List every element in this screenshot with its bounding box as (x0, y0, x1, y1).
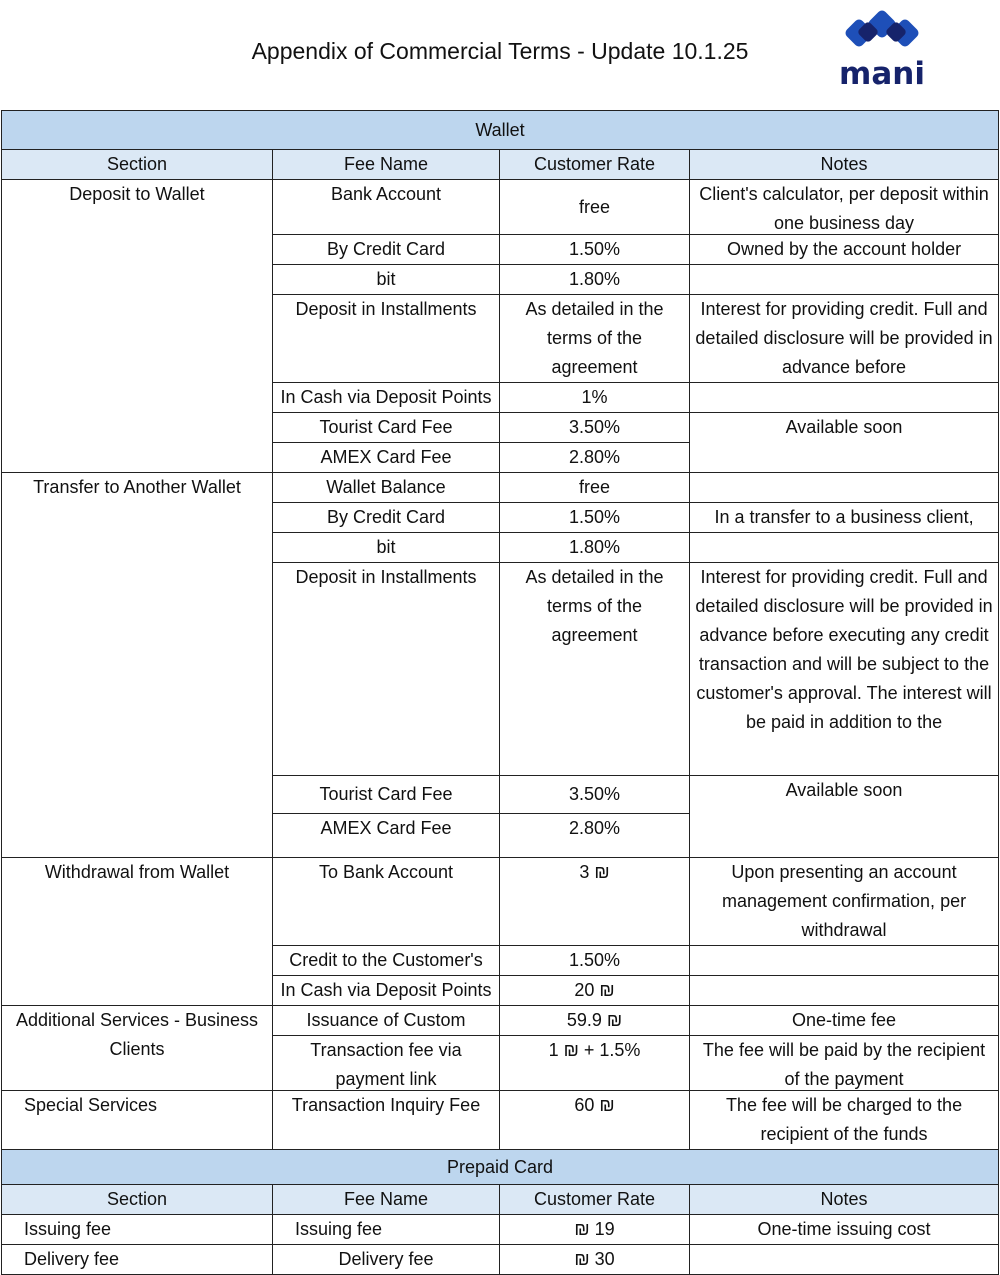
customer-rate: 59.9 ₪ (500, 1006, 690, 1036)
customer-rate: 1.80% (500, 533, 690, 563)
table-row (2, 1091, 999, 1150)
fee-name: Issuance of Custom (273, 1006, 500, 1036)
notes (690, 533, 999, 563)
notes-text: The fee will be paid by the recipient of the payment (702, 1040, 986, 1089)
customer-rate: 1.50% (500, 946, 690, 976)
fee-name: Tourist Card Fee (273, 413, 500, 443)
mani-logo-icon (844, 10, 920, 54)
table-row (2, 1006, 999, 1036)
notes (690, 265, 999, 295)
fee-name: By Credit Card (273, 235, 500, 265)
fee-name: Transaction Inquiry Fee (273, 1091, 500, 1150)
notes: Available soon (690, 413, 999, 473)
customer-rate: 1.80% (500, 265, 690, 295)
section-delivery-fee: Delivery fee (2, 1245, 273, 1275)
customer-rate: 1.50% (500, 503, 690, 533)
customer-rate: 3.50% (500, 413, 690, 443)
notes-text: Client's calculator, per deposit within one business day (699, 184, 989, 233)
wallet-band-title: Wallet (2, 111, 999, 150)
section-deposit-to-wallet: Deposit to Wallet (2, 180, 273, 473)
notes: Interest for providing credit. Full and detailed disclosure will be provided in advance before executing any credit transaction and will be subject to the customer's approval. The interest will be paid in addition to the (690, 563, 999, 776)
notes (690, 383, 999, 413)
col-header-section: Section (2, 1185, 273, 1215)
fee-name: In Cash via Deposit Points (273, 383, 500, 413)
customer-rate: 60 ₪ (500, 1091, 690, 1150)
fee-name: bit (273, 265, 500, 295)
fee-name: Bank Account (273, 180, 500, 235)
table-row (2, 1245, 999, 1275)
notes: Available soon (690, 776, 999, 858)
notes: The fee will be charged to the recipient of the funds (690, 1091, 999, 1150)
notes (690, 976, 999, 1006)
fee-name: In Cash via Deposit Points (273, 976, 500, 1006)
col-header-fee-name: Fee Name (273, 1185, 500, 1215)
section-additional-services: Additional Services - Business Clients (2, 1006, 273, 1091)
customer-rate: 1% (500, 383, 690, 413)
table-row (2, 180, 999, 235)
col-header-customer-rate: Customer Rate (500, 150, 690, 180)
customer-rate: As detailed in the terms of the agreement (500, 563, 690, 776)
col-header-section: Section (2, 150, 273, 180)
fee-name: AMEX Card Fee (273, 443, 500, 473)
customer-rate: 2.80% (500, 814, 690, 858)
commercial-terms-table (1, 110, 999, 1275)
section-special-services: Special Services (2, 1091, 273, 1150)
customer-rate: As detailed in the terms of the agreement (500, 295, 690, 383)
customer-rate: 3 ₪ (500, 858, 690, 946)
fee-name: By Credit Card (273, 503, 500, 533)
col-header-notes: Notes (690, 150, 999, 180)
customer-rate: 3.50% (500, 776, 690, 814)
col-header-notes: Notes (690, 1185, 999, 1215)
fee-name: bit (273, 533, 500, 563)
notes: Upon presenting an account management confirmation, per withdrawal (690, 858, 999, 946)
fee-name: Issuing fee (273, 1215, 500, 1245)
fee-name: Deposit in Installments (273, 563, 500, 776)
customer-rate: 20 ₪ (500, 976, 690, 1006)
notes: One-time fee (690, 1006, 999, 1036)
customer-rate: ₪ 19 (500, 1215, 690, 1245)
section-withdrawal-from-wallet: Withdrawal from Wallet (2, 858, 273, 1006)
customer-rate: 2.80% (500, 443, 690, 473)
fee-name: Deposit in Installments (273, 295, 500, 383)
fee-name: AMEX Card Fee (273, 814, 500, 858)
prepaid-band-title: Prepaid Card (2, 1150, 999, 1185)
fee-name: Delivery fee (273, 1245, 500, 1275)
notes: One-time issuing cost (690, 1215, 999, 1245)
logo-wordmark: mani (839, 56, 925, 92)
page-title: Appendix of Commercial Terms - Update 10.1.25 (251, 38, 749, 64)
fee-name: Tourist Card Fee (273, 776, 500, 814)
notes (690, 1245, 999, 1275)
fee-name (273, 1036, 500, 1091)
section-transfer-to-another-wallet: Transfer to Another Wallet (2, 473, 273, 858)
notes: In a transfer to a business client, (690, 503, 999, 533)
notes (690, 473, 999, 503)
fee-name: To Bank Account (273, 858, 500, 946)
notes: Interest for providing credit. Full and detailed disclosure will be provided in advance before (690, 295, 999, 383)
fee-name-text: Transaction fee via payment link (310, 1040, 462, 1089)
mani-logo (832, 10, 932, 92)
customer-rate: free (500, 180, 690, 235)
table-row (2, 858, 999, 946)
notes (690, 946, 999, 976)
customer-rate: ₪ 30 (500, 1245, 690, 1275)
section-issuing-fee: Issuing fee (2, 1215, 273, 1245)
col-header-fee-name: Fee Name (273, 150, 500, 180)
notes: Owned by the account holder (690, 235, 999, 265)
customer-rate: 1.50% (500, 235, 690, 265)
notes (690, 1036, 999, 1091)
fee-name: Wallet Balance (273, 473, 500, 503)
customer-rate: free (500, 473, 690, 503)
col-header-customer-rate: Customer Rate (500, 1185, 690, 1215)
table-row (2, 473, 999, 503)
notes (690, 180, 999, 235)
fee-name: Credit to the Customer's (273, 946, 500, 976)
customer-rate: 1 ₪ + 1.5% (500, 1036, 690, 1091)
table-row (2, 1215, 999, 1245)
